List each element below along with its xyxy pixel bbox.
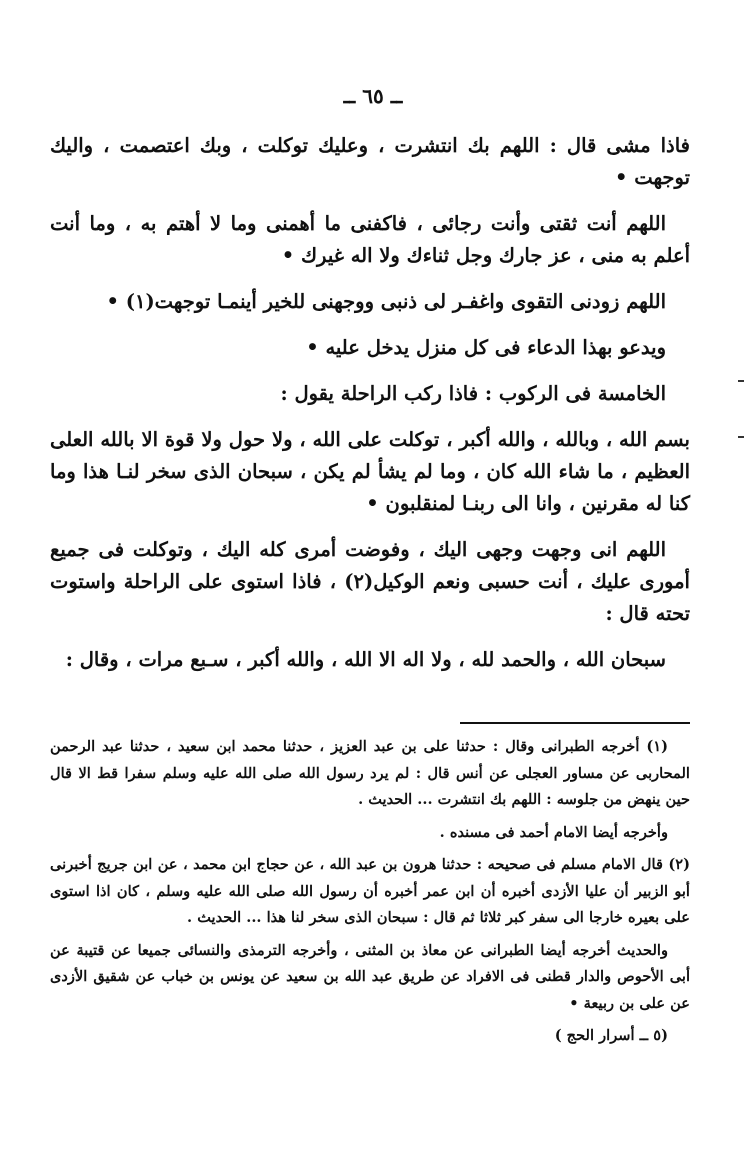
paragraph-every-stop: ويدعو بهذا الدعاء فى كل منزل يدخل عليه • xyxy=(306,336,666,359)
footnotes xyxy=(50,734,690,1056)
paragraph-taqwa-dua: اللهم زودنى التقوى واغفـر لى ذنبى ووجهنى للخير أينمـا توجهت(١) • xyxy=(106,290,666,313)
page-number: ــ ٦٥ ــ xyxy=(343,84,403,108)
footnote-2: (٢) قال الامام مسلم فى صحيحه : حدثنا هرون بن عبد الله ، عن حجاج ابن محمد ، عن ابن جريج أخبرنى أبو الزبير أن عليا الأزدى أخبره أن ابن عمر أخبره أن رسول الله صلى الله عليه وسلم ، كان اذا استوى على بعيره خارجا الى سفر كبر ثلاثا ثم قال : سبحان الذى سخر لنا هذا ... الحديث . xyxy=(50,856,690,926)
footnote-1: (١) أخرجه الطبرانى وقال : حدثنا على بن عبد العزيز ، حدثنا محمد ابن سعيد ، حدثنا عبد الرحمن المحاربى عن مساور العجلى عن أنس قال : لم يرد رسول الله صلى الله عليه وسلم سفرا قط الا قال حين ينهض من جلوسه : اللهم بك انتشرت ... الحديث . xyxy=(50,738,690,808)
footnote-2-addendum: والحديث أخرجه أيضا الطبرانى عن معاذ بن المثنى ، وأخرجه الترمذى والنسائى جميعا عن قتيبة عن أبى الأحوص والدار قطنى فى الافراد عن طريق عبد الله بن سعيد عن يونس بن خباب عن شقيق الأزدى عن على بن ربيعة • xyxy=(50,941,690,1012)
main-text xyxy=(50,130,690,690)
scan-edge-mark xyxy=(738,436,744,438)
paragraph-submission-dua: اللهم انى وجهت وجهى اليك ، وفوضت أمرى كله اليك ، وتوكلت فى جميع أمورى عليك ، أنت حسبى ونعم الوكيل(٢) ، فاذا استوى على الراحلة واستوت تحته قال : xyxy=(50,538,690,625)
paragraph-riding-dua: بسم الله ، وبالله ، والله أكبر ، توكلت على الله ، ولا حول ولا قوة الا بالله العلى العظيم ، ما شاء الله كان ، وما لم يشأ لم يكن ، سبحان الذى سخر لنـا هذا وما كنا له مقرنين ، وانا الى ربنـا لمنقلبون • xyxy=(50,428,690,515)
footnote-divider xyxy=(460,722,690,724)
scan-edge-mark xyxy=(738,380,744,382)
section-heading-riding: الخامسة فى الركوب : فاذا ركب الراحلة يقول : xyxy=(280,382,666,405)
paragraph-walking-dua: فاذا مشى قال : اللهم بك انتشرت ، وعليك توكلت ، وبك اعتصمت ، واليك توجهت • xyxy=(50,134,690,189)
signature-mark: (٥ ــ أسرار الحج ) xyxy=(554,1027,668,1044)
paragraph-tasbih: سبحان الله ، والحمد لله ، ولا اله الا الله ، والله أكبر ، سـبع مرات ، وقال : xyxy=(65,648,666,671)
paragraph-trust-dua: اللهم أنت ثقتى وأنت رجائى ، فاكفنى ما أهمنى وما لا أهتم به ، وما أنت أعلم به منى ، عز جارك وجل ثناءك ولا اله غيرك • xyxy=(50,212,690,267)
footnote-1-addendum: وأخرجه أيضا الامام أحمد فى مسنده . xyxy=(439,823,668,841)
